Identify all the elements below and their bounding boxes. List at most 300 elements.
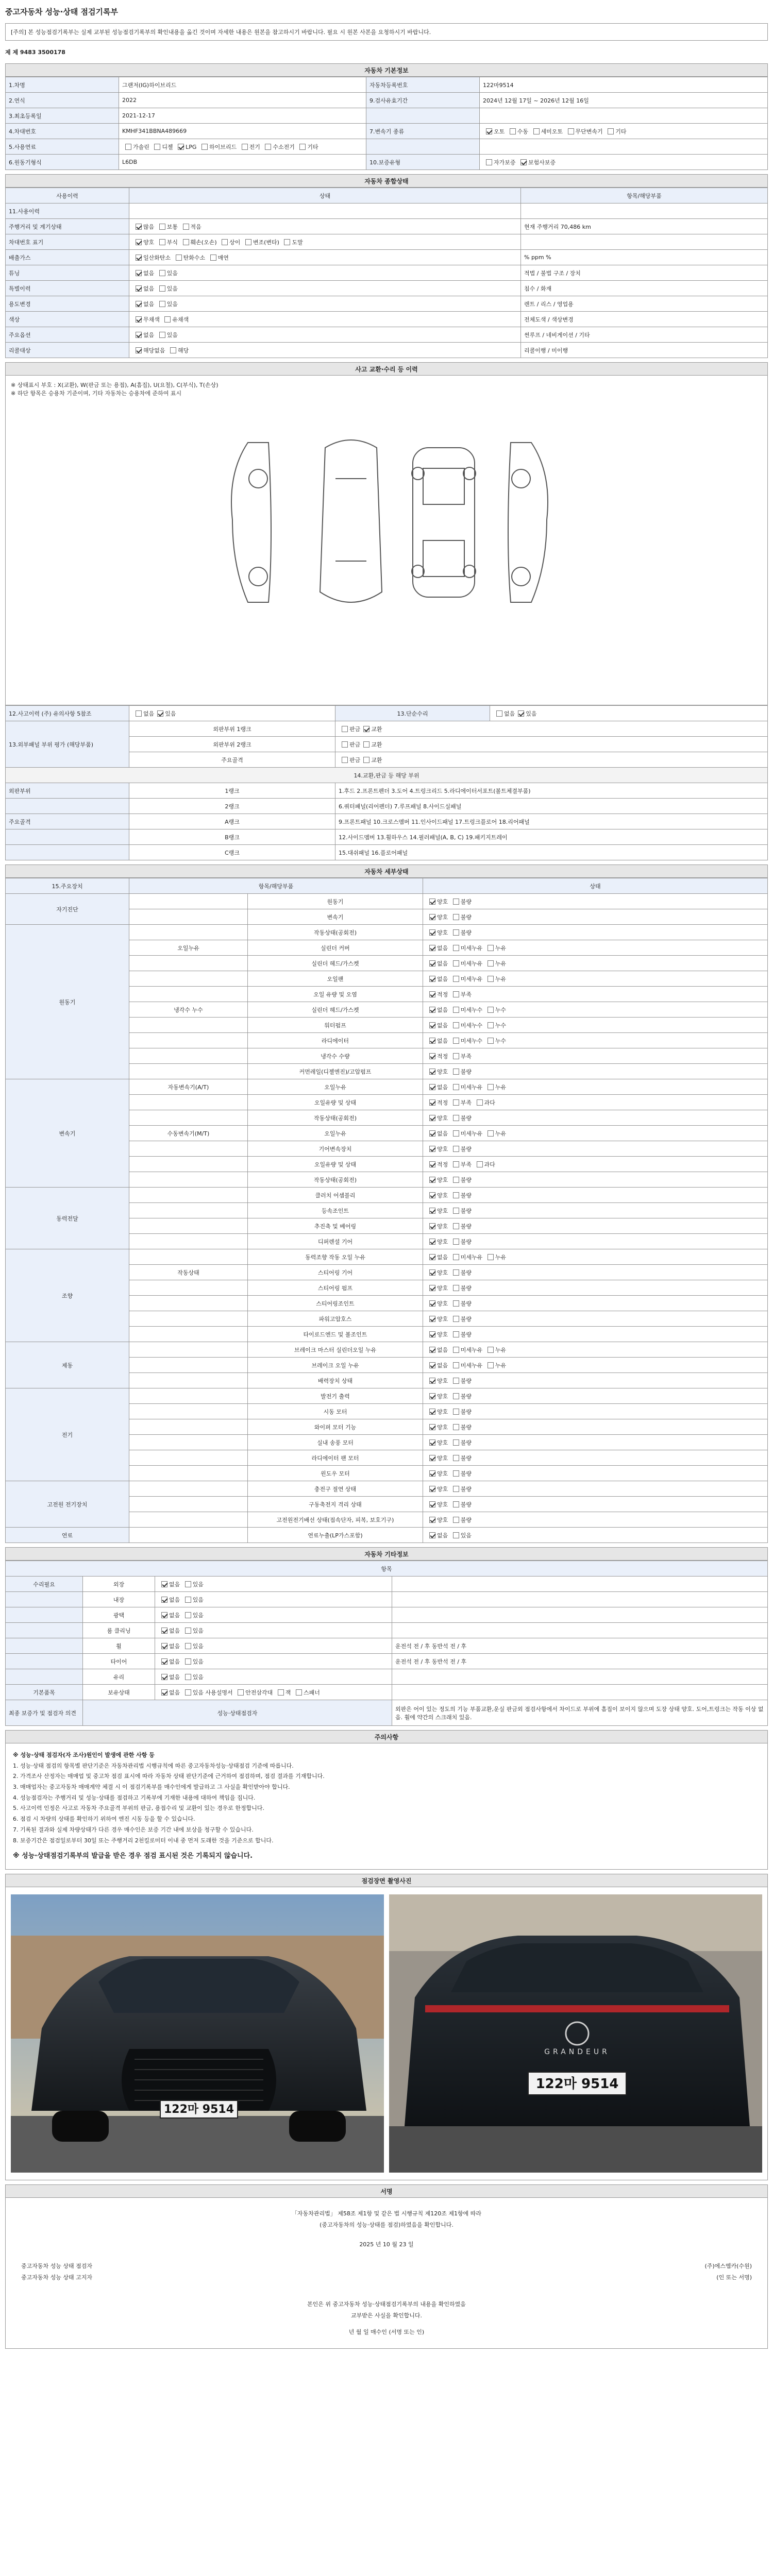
- checkbox[interactable]: [453, 1022, 459, 1028]
- detail-state: [423, 1188, 768, 1203]
- detail-state: [423, 1033, 768, 1048]
- detail-group: 전기: [6, 1388, 129, 1481]
- checkbox[interactable]: [429, 1455, 435, 1461]
- checkbox[interactable]: [453, 991, 459, 997]
- detail-sub: [129, 1018, 248, 1033]
- checkbox[interactable]: [429, 1007, 435, 1013]
- sign-text-1: 「자동차관리법」 제58조 제1항 및 같은 법 시행규칙 제120조 제1항에 따라: [291, 2210, 482, 2217]
- checkbox[interactable]: [429, 1285, 435, 1291]
- photos-box: [5, 1887, 768, 2180]
- detail-row: [6, 1188, 768, 1203]
- checkbox[interactable]: [178, 144, 184, 150]
- option-label: 없음: [169, 1673, 180, 1681]
- checkbox[interactable]: [486, 159, 492, 165]
- checkbox[interactable]: [488, 1007, 494, 1013]
- general-item: 썬루프 / 네비게이션 / 기타: [521, 327, 768, 343]
- checkbox[interactable]: [488, 1130, 494, 1137]
- repair-label: 13.단순수리: [335, 706, 490, 721]
- sign-right-2: (인 또는 서명): [716, 2274, 752, 2281]
- checkbox[interactable]: [429, 1269, 435, 1276]
- checkbox[interactable]: [453, 1053, 459, 1059]
- exchange-row: [6, 829, 768, 845]
- checkbox[interactable]: [185, 1628, 191, 1634]
- detail-state: [423, 1172, 768, 1188]
- option-label: 미세누유: [460, 975, 483, 982]
- checkbox[interactable]: [429, 1393, 435, 1399]
- detail-part: 라디에이터 팬 모터: [248, 1450, 423, 1466]
- checkbox[interactable]: [159, 332, 165, 338]
- detail-sub: [129, 1358, 248, 1373]
- other-head: 항목: [6, 1561, 768, 1577]
- checkbox[interactable]: [429, 899, 435, 905]
- checkbox[interactable]: [453, 1115, 459, 1121]
- checkbox[interactable]: [429, 1316, 435, 1322]
- checkbox[interactable]: [429, 1362, 435, 1368]
- checkbox[interactable]: [488, 1254, 494, 1260]
- checkbox[interactable]: [453, 1069, 459, 1075]
- option-label: 없음: [143, 269, 155, 277]
- checkbox[interactable]: [238, 1689, 244, 1696]
- checkbox[interactable]: [453, 1161, 459, 1167]
- checkbox[interactable]: [429, 1115, 435, 1121]
- option-label: 있음: [192, 1642, 204, 1650]
- checkbox[interactable]: [159, 224, 165, 230]
- general-item: 리콜이행 / 미이행: [521, 343, 768, 358]
- general-row: [6, 281, 768, 296]
- general-item: [521, 234, 768, 250]
- detail-part: 스티어링 펌프: [248, 1280, 423, 1296]
- option-label: 매연: [217, 254, 229, 261]
- checkbox[interactable]: [161, 1643, 167, 1649]
- checkbox[interactable]: [429, 1239, 435, 1245]
- option-label: 양호: [437, 1501, 448, 1508]
- checkbox[interactable]: [429, 991, 435, 997]
- checkbox[interactable]: [429, 1069, 435, 1075]
- detail-state: [423, 1157, 768, 1172]
- detail-group: 동력전달: [6, 1188, 129, 1249]
- general-label: 배출가스: [6, 250, 129, 265]
- exchange-rank: A랭크: [129, 814, 335, 829]
- fuel-option: 디젤: [162, 143, 173, 150]
- checkbox[interactable]: [520, 159, 527, 165]
- section-sign-title: 서명: [5, 2184, 768, 2198]
- checkbox[interactable]: [453, 1099, 459, 1106]
- detail-state: [423, 940, 768, 956]
- checkbox[interactable]: [185, 1612, 191, 1618]
- checkbox[interactable]: [453, 1409, 459, 1415]
- option-label: 불량: [460, 1176, 472, 1183]
- checkbox[interactable]: [533, 128, 540, 134]
- checkbox[interactable]: [453, 1208, 459, 1214]
- checkbox[interactable]: [136, 239, 142, 245]
- checkbox[interactable]: [453, 1517, 459, 1523]
- checkbox[interactable]: [453, 1130, 459, 1137]
- checkbox[interactable]: [159, 285, 165, 292]
- checkbox-checked[interactable]: [157, 710, 163, 717]
- option-label: 양호: [437, 1269, 448, 1276]
- checkbox[interactable]: [453, 1084, 459, 1090]
- checkbox[interactable]: [429, 945, 435, 951]
- option-label: 불량: [460, 929, 472, 936]
- option-label: 양호: [437, 1516, 448, 1523]
- cert-number-value: 제 9483 3500178: [12, 49, 65, 56]
- checkbox[interactable]: [429, 1486, 435, 1492]
- other-extra: [392, 1592, 768, 1607]
- checkbox[interactable]: [185, 1643, 191, 1649]
- checkbox[interactable]: [136, 710, 142, 717]
- option-label: 불량: [460, 1315, 472, 1323]
- checkbox[interactable]: [429, 1501, 435, 1507]
- checkbox[interactable]: [278, 1689, 284, 1696]
- checkbox[interactable]: [222, 239, 228, 245]
- checkbox[interactable]: [453, 1362, 459, 1368]
- checkbox[interactable]: [429, 1409, 435, 1415]
- checkbox[interactable]: [210, 255, 216, 261]
- basic-label-2: 자동차등록번호: [366, 77, 480, 93]
- option-label: 누수: [495, 1022, 507, 1029]
- checkbox[interactable]: [242, 144, 248, 150]
- checkbox[interactable]: [159, 301, 165, 307]
- basic-value: [119, 139, 366, 155]
- option-label: 있음: [192, 1581, 204, 1588]
- checkbox[interactable]: [488, 1038, 494, 1044]
- checkbox[interactable]: [453, 976, 459, 982]
- checkbox[interactable]: [136, 332, 142, 338]
- checkbox[interactable]: [429, 1130, 435, 1137]
- checkbox[interactable]: [453, 1239, 459, 1245]
- fuel-option: 수소전기: [273, 143, 295, 150]
- checkbox[interactable]: [453, 1532, 459, 1538]
- checkbox[interactable]: [453, 1347, 459, 1353]
- detail-sub: [129, 1388, 248, 1404]
- basic-info-table: [5, 77, 768, 170]
- accident-table: [5, 705, 768, 860]
- transmission-option: 수동: [517, 128, 529, 135]
- general-row: [6, 327, 768, 343]
- checkbox[interactable]: [453, 1177, 459, 1183]
- option-label: 양호: [437, 1408, 448, 1415]
- exchange-row: [6, 845, 768, 860]
- detail-group: 제동: [6, 1342, 129, 1388]
- detail-state: [423, 1265, 768, 1280]
- detail-part: 오일팬: [248, 971, 423, 987]
- checkbox[interactable]: [245, 239, 251, 245]
- checkbox[interactable]: [453, 929, 459, 936]
- checkbox[interactable]: [453, 1038, 459, 1044]
- detail-state: [423, 1528, 768, 1543]
- checkbox[interactable]: [299, 144, 306, 150]
- checkbox[interactable]: [429, 1254, 435, 1260]
- checkbox[interactable]: [453, 1331, 459, 1337]
- checkbox[interactable]: [429, 1439, 435, 1446]
- checkbox[interactable]: [185, 1674, 191, 1680]
- detail-sub: [129, 1311, 248, 1327]
- transmission-option: 무단변속기: [575, 128, 603, 135]
- option-label: 없음: [437, 1253, 448, 1261]
- option-label: 적음: [190, 223, 201, 230]
- repair-state: 없음 있음: [490, 706, 768, 721]
- checkbox[interactable]: [161, 1658, 167, 1665]
- option-label: 양호: [437, 1331, 448, 1338]
- checkbox[interactable]: [488, 1084, 494, 1090]
- general-head-2: 항목/해당부품: [521, 188, 768, 204]
- checkbox[interactable]: [429, 1099, 435, 1106]
- detail-sub: [129, 971, 248, 987]
- checkbox[interactable]: [453, 960, 459, 967]
- checkbox[interactable]: [429, 1424, 435, 1430]
- checkbox[interactable]: [453, 1424, 459, 1430]
- caution-line: 7. 기록된 결과와 실제 차량상태가 다른 경우 매수인은 보증 기간 내에 보상을 청구할 수 있습니다.: [13, 1826, 254, 1833]
- detail-sub: [129, 1528, 248, 1543]
- checkbox-checked[interactable]: [363, 726, 369, 732]
- checkbox[interactable]: [488, 945, 494, 951]
- detail-sub: [129, 1141, 248, 1157]
- checkbox[interactable]: [453, 1316, 459, 1322]
- general-row: [6, 312, 768, 327]
- checkbox[interactable]: [429, 1331, 435, 1337]
- other-state: [155, 1638, 392, 1654]
- checkbox[interactable]: [453, 1501, 459, 1507]
- checkbox[interactable]: [453, 899, 459, 905]
- general-label: 튜닝: [6, 265, 129, 281]
- checkbox[interactable]: [185, 1689, 191, 1696]
- checkbox[interactable]: [488, 976, 494, 982]
- option-label: 안전삼각대: [245, 1689, 273, 1696]
- checkbox[interactable]: [453, 914, 459, 920]
- option-label: 미세누수: [460, 1022, 483, 1029]
- option-label: 없음: [437, 1532, 448, 1539]
- checkbox[interactable]: [429, 1517, 435, 1523]
- checkbox[interactable]: [453, 1192, 459, 1198]
- fuel-option: LPG: [186, 143, 197, 150]
- checkbox[interactable]: [429, 1223, 435, 1229]
- checkbox[interactable]: [453, 945, 459, 951]
- checkbox[interactable]: [136, 270, 142, 276]
- checkbox[interactable]: [161, 1581, 167, 1587]
- checkbox[interactable]: [185, 1597, 191, 1603]
- general-head-0: 사용이력: [6, 188, 129, 204]
- option-label: 미세누유: [460, 960, 483, 967]
- exchange-parts: 12.사이드멤버 13.휠하우스 14.필러패널(A, B, C) 19.패키지트레이: [335, 829, 768, 845]
- option-label: 불량: [460, 1145, 472, 1153]
- checkbox[interactable]: [429, 1378, 435, 1384]
- checkbox[interactable]: [265, 144, 271, 150]
- checkbox[interactable]: [453, 1439, 459, 1446]
- detail-group: 고전원 전기장치: [6, 1481, 129, 1528]
- checkbox[interactable]: [496, 710, 502, 717]
- detail-part: 오일누유: [248, 1126, 423, 1141]
- checkbox[interactable]: [510, 128, 516, 134]
- checkbox[interactable]: [136, 285, 142, 292]
- detail-sub: [129, 894, 248, 909]
- checkbox[interactable]: [185, 1658, 191, 1665]
- sign-left-2: 중고자동차 성능 상태 고지자: [21, 2274, 93, 2281]
- checkbox[interactable]: [477, 1161, 483, 1167]
- checkbox[interactable]: [296, 1689, 302, 1696]
- exchange-parts: 9.프론트패널 10.크로스멤버 11.인사이드패널 17.트렁크플로어 18.리어패널: [335, 814, 768, 829]
- option-label: 있음: [192, 1596, 204, 1603]
- exchange-row: [6, 799, 768, 814]
- checkbox[interactable]: [453, 1269, 459, 1276]
- fuel-option: 전기: [249, 143, 260, 150]
- checkbox[interactable]: [183, 224, 189, 230]
- detail-row: [6, 1528, 768, 1543]
- checkbox[interactable]: [453, 1393, 459, 1399]
- checkbox[interactable]: [429, 1177, 435, 1183]
- checkbox[interactable]: [161, 1674, 167, 1680]
- checkbox[interactable]: [429, 1470, 435, 1477]
- checkbox[interactable]: [429, 976, 435, 982]
- checkbox[interactable]: [429, 960, 435, 967]
- checkbox[interactable]: [161, 1628, 167, 1634]
- checkbox[interactable]: [342, 741, 348, 748]
- exchange-parts: 15.대쉬패널 16.플로어패널: [335, 845, 768, 860]
- detail-sub: [129, 1373, 248, 1388]
- detail-state: [423, 1342, 768, 1358]
- option-label: 없음: [143, 285, 155, 292]
- option-label: 양호: [437, 1238, 448, 1245]
- checkbox[interactable]: [183, 239, 189, 245]
- checkbox[interactable]: [342, 757, 348, 763]
- detail-sub: [129, 956, 248, 971]
- checkbox[interactable]: [429, 929, 435, 936]
- checkbox[interactable]: [429, 1038, 435, 1044]
- checkbox[interactable]: [453, 1285, 459, 1291]
- checkbox-checked[interactable]: [518, 710, 524, 717]
- checkbox[interactable]: [176, 255, 182, 261]
- other-part: 유리: [83, 1669, 155, 1685]
- checkbox[interactable]: [363, 741, 369, 748]
- general-state: [129, 296, 521, 312]
- checkbox[interactable]: [136, 255, 142, 261]
- checkbox[interactable]: [429, 1192, 435, 1198]
- general-row: [6, 250, 768, 265]
- checkbox[interactable]: [429, 1161, 435, 1167]
- checkbox[interactable]: [568, 128, 574, 134]
- other-group: [6, 1623, 83, 1638]
- checkbox[interactable]: [453, 1007, 459, 1013]
- detail-state: [423, 1079, 768, 1095]
- main-frame-state: 판금 교환: [335, 752, 768, 768]
- checkbox[interactable]: [429, 1208, 435, 1214]
- general-row: [6, 296, 768, 312]
- checkbox[interactable]: [453, 1378, 459, 1384]
- checkbox[interactable]: [161, 1612, 167, 1618]
- checkbox[interactable]: [159, 270, 165, 276]
- checkbox[interactable]: [453, 1300, 459, 1307]
- other-state: [155, 1592, 392, 1607]
- checkbox[interactable]: [453, 1455, 459, 1461]
- checkbox[interactable]: [125, 144, 131, 150]
- checkbox[interactable]: [608, 128, 614, 134]
- checkbox[interactable]: [429, 1532, 435, 1538]
- checkbox[interactable]: [429, 1053, 435, 1059]
- other-row: [6, 1577, 768, 1592]
- checkbox[interactable]: [170, 347, 176, 353]
- section-exterior-title: 사고 교환·수리 등 이력: [5, 362, 768, 376]
- checkbox[interactable]: [453, 1146, 459, 1152]
- checkbox[interactable]: [453, 1486, 459, 1492]
- checkbox[interactable]: [185, 1581, 191, 1587]
- general-state: [129, 265, 521, 281]
- checkbox[interactable]: [429, 1146, 435, 1152]
- detail-part: 브레이크 마스터 실린더오일 누유: [248, 1342, 423, 1358]
- checkbox[interactable]: [486, 128, 492, 134]
- checkbox[interactable]: [453, 1254, 459, 1260]
- rear-brand: GRANDEUR: [544, 2048, 610, 2057]
- detail-sub: [129, 1110, 248, 1126]
- option-label: 누유: [495, 1083, 507, 1091]
- checkbox[interactable]: [136, 224, 142, 230]
- checkbox[interactable]: [429, 1084, 435, 1090]
- option-label: 불량: [460, 1114, 472, 1122]
- checkbox[interactable]: [136, 347, 142, 353]
- sign-bottom-2: 교부받은 사실을 확인합니다.: [350, 2312, 422, 2319]
- general-state: [129, 219, 521, 234]
- sign-date: 2025 년 10 월 23 일: [359, 2241, 414, 2248]
- checkbox[interactable]: [429, 1347, 435, 1353]
- detail-part: 충전구 절연 상태: [248, 1481, 423, 1497]
- checkbox[interactable]: [429, 1022, 435, 1028]
- checkbox[interactable]: [342, 726, 348, 732]
- other-part: 룸 클리닝: [83, 1623, 155, 1638]
- option-label: 없음: [437, 1006, 448, 1013]
- checkbox[interactable]: [201, 144, 208, 150]
- checkbox[interactable]: [477, 1099, 483, 1106]
- detail-sub: [129, 1419, 248, 1435]
- option-label: 양호: [437, 1423, 448, 1431]
- option-label: 있음: [166, 269, 178, 277]
- option-label: 없음: [169, 1612, 180, 1619]
- checkbox[interactable]: [164, 316, 171, 323]
- checkbox[interactable]: [363, 757, 369, 763]
- other-row: [6, 1654, 768, 1669]
- other-extra: [392, 1577, 768, 1592]
- detail-state: [423, 1512, 768, 1528]
- detail-sub: 냉각수 누수: [129, 1002, 248, 1018]
- checkbox[interactable]: [488, 960, 494, 967]
- checkbox[interactable]: [488, 1362, 494, 1368]
- checkbox[interactable]: [136, 301, 142, 307]
- option-label: 있음: [192, 1612, 204, 1619]
- option-label: 양호: [437, 929, 448, 936]
- checkbox[interactable]: [284, 239, 290, 245]
- basic-row: [6, 124, 768, 139]
- other-group: 기본품목: [6, 1685, 83, 1700]
- checkbox[interactable]: [161, 1597, 167, 1603]
- detail-state: [423, 1249, 768, 1265]
- detail-sub: [129, 1404, 248, 1419]
- checkbox[interactable]: [159, 239, 165, 245]
- checkbox[interactable]: [453, 1223, 459, 1229]
- checkbox[interactable]: [488, 1022, 494, 1028]
- general-label: 11.사용이력: [6, 204, 129, 219]
- section-caution-title: 주의사항: [5, 1730, 768, 1743]
- detail-part: 동력조향 작동 오일 누유: [248, 1249, 423, 1265]
- detail-sub: 작동상태: [129, 1265, 248, 1280]
- checkbox[interactable]: [161, 1689, 167, 1696]
- option-label: 있음: [166, 331, 178, 338]
- detail-state: [423, 925, 768, 940]
- checkbox[interactable]: [453, 1470, 459, 1477]
- checkbox[interactable]: [488, 1347, 494, 1353]
- checkbox[interactable]: [429, 1300, 435, 1307]
- option-label: 양호: [437, 1315, 448, 1323]
- other-group: [6, 1592, 83, 1607]
- checkbox[interactable]: [154, 144, 160, 150]
- checkbox[interactable]: [429, 914, 435, 920]
- checkbox[interactable]: [136, 316, 142, 323]
